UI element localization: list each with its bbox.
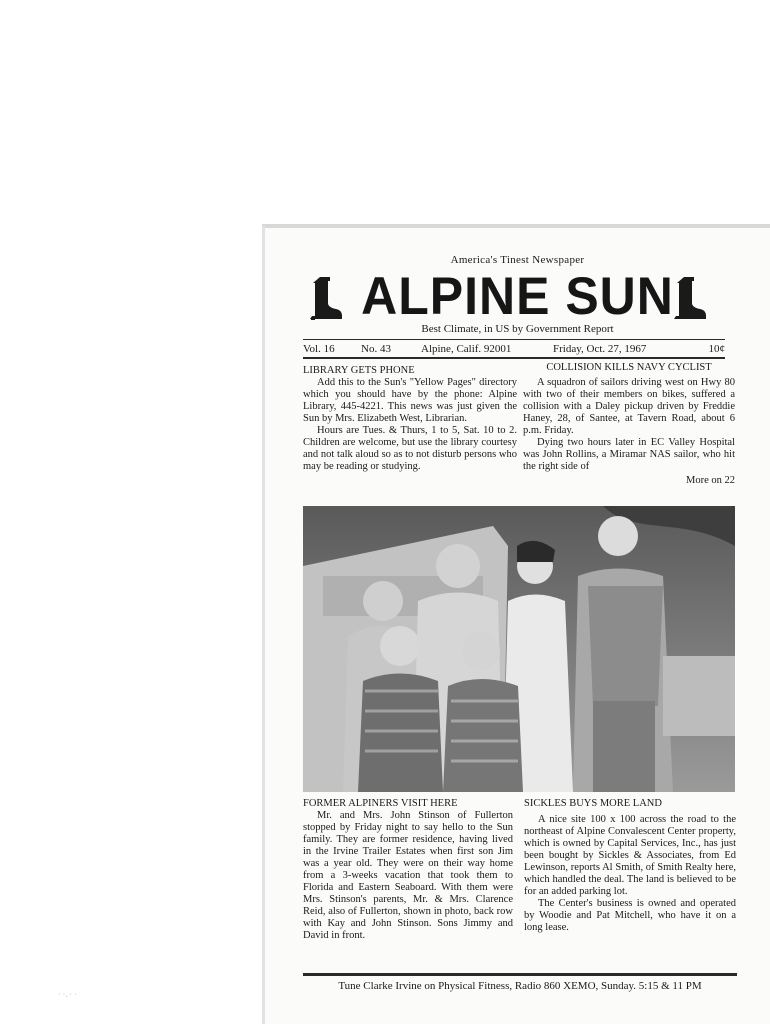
alpiners-article (303, 798, 513, 942)
issue-number: No. 43 (361, 343, 391, 355)
newspaper-page (265, 228, 770, 1024)
masthead-rule (303, 339, 725, 340)
family-photo (303, 506, 735, 792)
sickles-paragraph: The Center's business is owned and operated by Woodie and Pat Mitchell, who have it on a long lease. (524, 898, 736, 933)
alpiners-paragraph: Mr. and Mrs. John Stinson of Fullerton stopped by Friday night to say hello to the Sun family. They are former residence, having lived in the Irvine Trailer Estates when first son Jim was a year old. They were on their way home from a 3-weeks vacation that took them to Florida and Eastern Seaboard. With them were Mrs. Stinson's parents, Mr. & Mrs. Clarence Reid, also of Fullerton, shown in photo, back row with Kay and John Stinson. Sons Jimmy and David in front. (303, 810, 513, 941)
masthead-tagline: America's Tinest Newspaper (450, 254, 585, 266)
collision-article (523, 362, 735, 487)
continued-link[interactable]: More on 22 (686, 475, 735, 486)
scan-specks: · ·. · · (58, 990, 77, 999)
price: 10¢ (708, 343, 725, 355)
masthead-subtitle: Best Climate, in US by Government Report (421, 323, 614, 335)
collision-paragraph: A squadron of sailors driving west on Hwy 80 with two of their members on bikes, suffered a collision with a Daley pickup driven by Freddie Haney, 28, of Santee, at Tavern Road, about 6 p.m. Friday. (523, 377, 735, 436)
library-headline: LIBRARY GETS PHONE (303, 365, 415, 376)
library-article (303, 365, 517, 473)
footer-rule (303, 973, 737, 976)
dateline-rule (303, 357, 725, 359)
sickles-article (524, 798, 736, 934)
footer-notice: Tune Clarke Irvine on Physical Fitness, Radio 860 XEMO, Sunday. 5:15 & 11 PM (338, 980, 702, 992)
sickles-paragraph: A nice site 100 x 100 across the road to the northeast of Alpine Convalescent Center property, which is owned by Capital Services, Inc., has just been bought by Sickles & Associates, from Ed Lewinson, reports Al Smith, of Smith Realty here, which handled the deal. The land is believed to be for an added parking lot. (524, 814, 736, 897)
cowboy-boot-icon (673, 276, 707, 322)
collision-headline: COLLISION KILLS NAVY CYCLIST (546, 362, 712, 373)
dateline (303, 343, 725, 357)
collision-paragraph: Dying two hours later in EC Valley Hospital was John Rollins, a Miramar NAS sailor, who hit the right side of (523, 437, 735, 472)
issue-date: Friday, Oct. 27, 1967 (553, 343, 647, 355)
masthead-title: ALPINE SUN (361, 266, 674, 326)
volume: Vol. 16 (303, 343, 335, 355)
library-paragraph: Hours are Tues. & Thurs, 1 to 5, Sat. 10 to 2. Children are welcome, but use the library courtesy and not talk aloud so as to not disturb persons who may be reading or studying. (303, 425, 517, 472)
place: Alpine, Calif. 92001 (421, 343, 512, 355)
library-paragraph: Add this to the Sun's "Yellow Pages" directory which you should have by the phone: Alpine Library, 445-4221. This news was just given the Sun by Mrs. Elizabeth West, Librarian. (303, 377, 517, 424)
alpiners-headline: FORMER ALPINERS VISIT HERE (303, 798, 458, 809)
sickles-headline: SICKLES BUYS MORE LAND (524, 798, 662, 809)
